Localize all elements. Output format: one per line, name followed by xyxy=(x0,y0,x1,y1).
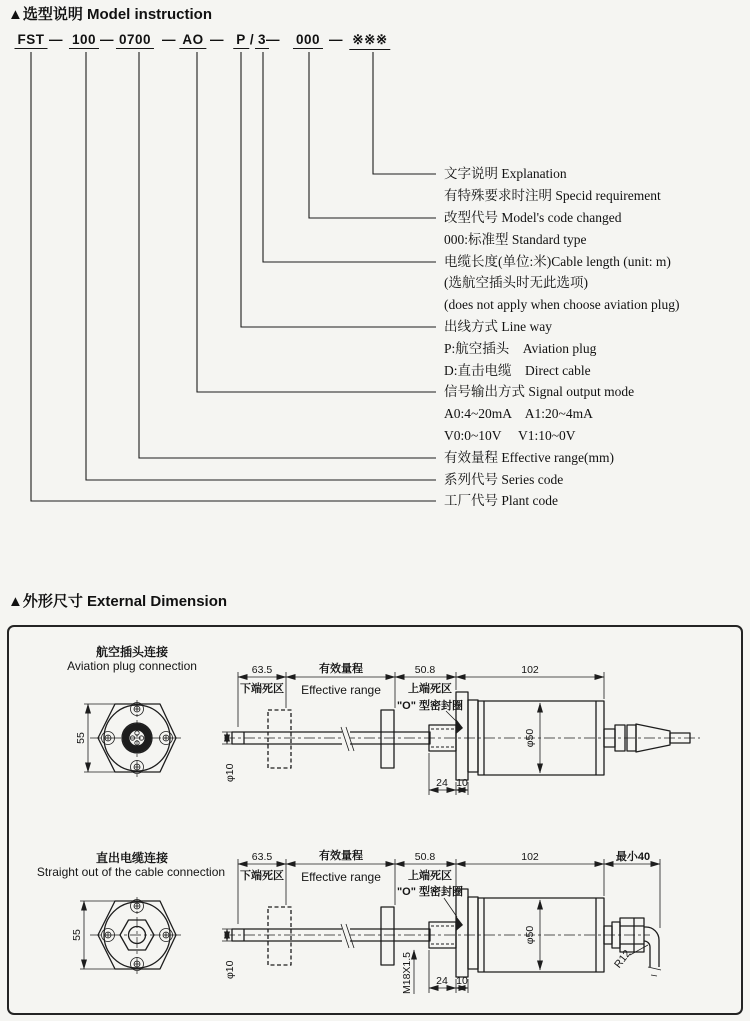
label-eff-range-cn: 有效量程 xyxy=(319,663,363,675)
end-view-cable xyxy=(71,897,184,975)
model-code-dash: — xyxy=(100,32,114,47)
dimension-drawings xyxy=(9,627,741,1013)
dim-10: 10 xyxy=(456,975,468,987)
lower-dead-zone-ghost xyxy=(268,907,291,965)
stop-collar xyxy=(381,710,394,768)
dim-body-length: 102 xyxy=(521,664,539,676)
dim-55: 55 xyxy=(75,732,87,744)
model-code-plant: FST xyxy=(15,32,48,49)
tree-connector-lines xyxy=(31,52,436,501)
explanation-row: 000:标准型 Standard type xyxy=(444,232,587,247)
label-eff-range-cn: 有效量程 xyxy=(319,850,363,862)
dim-10: 10 xyxy=(456,777,468,789)
model-code-dash: — xyxy=(329,32,343,47)
explanation-row: 有特殊要求时注明 Specid requirement xyxy=(444,188,661,203)
model-code-cable-length: 3 xyxy=(255,32,269,49)
explanation-row: 工厂代号 Plant code xyxy=(444,493,558,508)
lower-dead-zone-ghost xyxy=(268,710,291,768)
explanation-row: 信号输出方式 Signal output mode xyxy=(444,384,635,399)
dim-lower-dead: 63.5 xyxy=(251,664,273,676)
mounting-flange xyxy=(456,889,468,977)
explanation-row: 有效量程 Effective range(mm) xyxy=(444,450,614,465)
explanation-row: 系列代号 Series code xyxy=(444,472,564,487)
o-ring-seal xyxy=(456,719,463,734)
drawing1-title-en: Aviation plug connection xyxy=(67,659,197,673)
drawing-straight-cable xyxy=(37,848,661,994)
explanation-row: 电缆长度(单位:米)Cable length (unit: m) xyxy=(444,254,671,269)
dim-body-dia: φ50 xyxy=(524,728,536,748)
dim-lower-dead: 63.5 xyxy=(251,851,273,863)
dimension-chain-cable xyxy=(238,848,660,928)
explanation-row: 文字说明 Explanation xyxy=(444,166,567,181)
dim-body-length: 102 xyxy=(521,851,539,863)
model-code-changed: 000 xyxy=(293,32,323,49)
model-code-series: 100 xyxy=(69,32,99,49)
end-view-aviation xyxy=(75,700,184,778)
explanation-row: 改型代号 Model's code changed xyxy=(444,210,622,225)
model-code-dash: — xyxy=(266,32,280,47)
dim-55: 55 xyxy=(71,929,83,941)
dim-24: 24 xyxy=(436,777,448,789)
drawing1-title-cn: 航空插头连接 xyxy=(95,645,169,659)
model-code-dash: — xyxy=(49,32,63,47)
label-eff-range-en: Effective range xyxy=(301,683,381,697)
drawing2-title-cn: 直出电缆连接 xyxy=(95,851,169,865)
explanation-row: 出线方式 Line way xyxy=(444,319,552,334)
dimension-drawings-box xyxy=(7,625,743,1015)
drawing2-title-en: Straight out of the cable connection xyxy=(36,865,226,879)
dim-min-bend: 最小40 xyxy=(615,851,651,863)
model-code-signal: AO xyxy=(179,32,206,49)
model-code-dash: — xyxy=(162,32,176,47)
dim-rod-dia: φ10 xyxy=(224,763,236,782)
section-title-model-instruction: ▲选型说明 Model instruction xyxy=(8,6,213,23)
explanation-row: P:航空插头 Aviation plug xyxy=(444,341,597,356)
dim-thread: M18X1.5 xyxy=(401,951,413,994)
dimension-chain-aviation xyxy=(238,661,604,727)
dim-upper-dead: 50.8 xyxy=(414,851,436,863)
label-o-ring: "O" 型密封圈 xyxy=(396,700,464,712)
cable xyxy=(644,927,661,976)
explanation-row: (does not apply when choose aviation plug) xyxy=(444,297,680,312)
model-code-slash: / xyxy=(249,32,255,47)
explanation-row: A0:4~20mA A1:20~4mA xyxy=(444,406,593,421)
label-lower-dead-cn: 下端死区 xyxy=(240,870,284,882)
model-code-lineway: P xyxy=(233,32,249,49)
dim-body-dia: φ50 xyxy=(524,925,536,945)
label-upper-dead-cn: 上端死区 xyxy=(408,683,452,695)
explanation-row: V0:0~10V V1:10~0V xyxy=(444,428,576,443)
model-code-range: 0700 xyxy=(116,32,154,49)
dim-upper-dead: 50.8 xyxy=(414,664,436,676)
label-eff-range-en: Effective range xyxy=(301,870,381,884)
label-upper-dead-cn: 上端死区 xyxy=(408,870,452,882)
dim-24: 24 xyxy=(436,975,448,987)
stop-collar xyxy=(381,907,394,965)
explanation-row: (选航空插头时无此选项) xyxy=(444,275,588,290)
explanation-row: D:直击电缆 Direct cable xyxy=(444,363,591,378)
drawing-aviation-plug xyxy=(67,644,700,795)
label-o-ring: "O" 型密封圈 xyxy=(396,886,464,898)
dim-bend-radius: R12 xyxy=(611,947,634,971)
model-code-special: ※※※ xyxy=(349,32,390,50)
dim-rod-dia: φ10 xyxy=(224,960,236,979)
o-ring-seal xyxy=(456,916,463,931)
model-code-dash: — xyxy=(210,32,224,47)
section-title-external-dimension: ▲外形尺寸 External Dimension xyxy=(8,593,228,610)
label-lower-dead-cn: 下端死区 xyxy=(240,683,284,695)
